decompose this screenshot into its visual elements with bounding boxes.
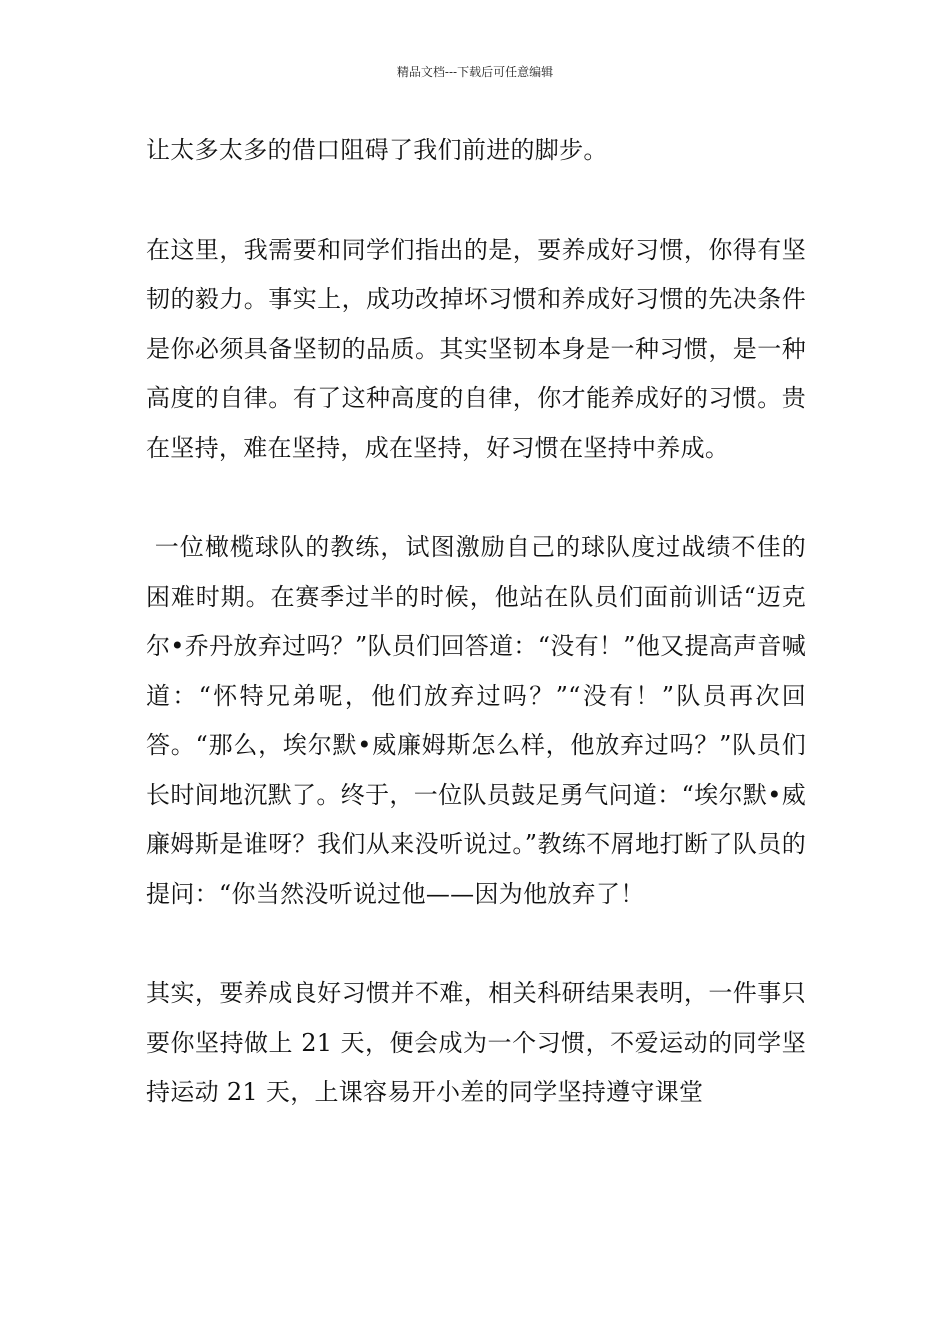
paragraph-gap <box>146 919 806 969</box>
paragraph-gap <box>146 473 806 523</box>
paragraph-gap <box>146 176 806 226</box>
paragraph-1: 让太多太多的借口阻碍了我们前进的脚步。 <box>146 136 608 164</box>
header-watermark-text: 精品文档---下载后可任意编辑 <box>396 65 554 79</box>
paragraph-2: 在这里，我需要和同学们指出的是，要养成好习惯，你得有坚韧的毅力。事实上，成功改掉坏习惯和养成好习惯的先决条件是你必须具备坚韧的品质。其实坚韧本身是一种习惯，是一种高度的自律。有了这种高度的自律，你才能养成好的习惯。贵在坚持，难在坚持，成在坚持，好习惯在坚持中养成。 <box>146 235 806 462</box>
paragraph-3: 一位橄榄球队的教练，试图激励自己的球队度过战绩不佳的困难时期。在赛季过半的时候，他站在队员们面前训话“迈克尔•乔丹放弃过吗？”队员们回答道：“没有！”他又提高声音喊道：“怀特兄弟呢，他们放弃过吗？”“没有！”队员再次回答。“那么，埃尔默•威廉姆斯怎么样，他放弃过吗？”队员们长时间地沉默了。终于，一位队员鼓足勇气问道：“埃尔默•威廉姆斯是谁呀？我们从来没听说过。”教练不屑地打断了队员的提问：“你当然没听说过他——因为他放弃了！ <box>146 533 806 908</box>
paragraph-4: 其实，要养成良好习惯并不难，相关科研结果表明，一件事只要你坚持做上 21 天，便会成为一个习惯，不爱运动的同学坚持运动 21 天，上课容易开小差的同学坚持遵守课堂 <box>146 979 806 1106</box>
document-body <box>146 126 806 1118</box>
page-header <box>0 64 950 80</box>
